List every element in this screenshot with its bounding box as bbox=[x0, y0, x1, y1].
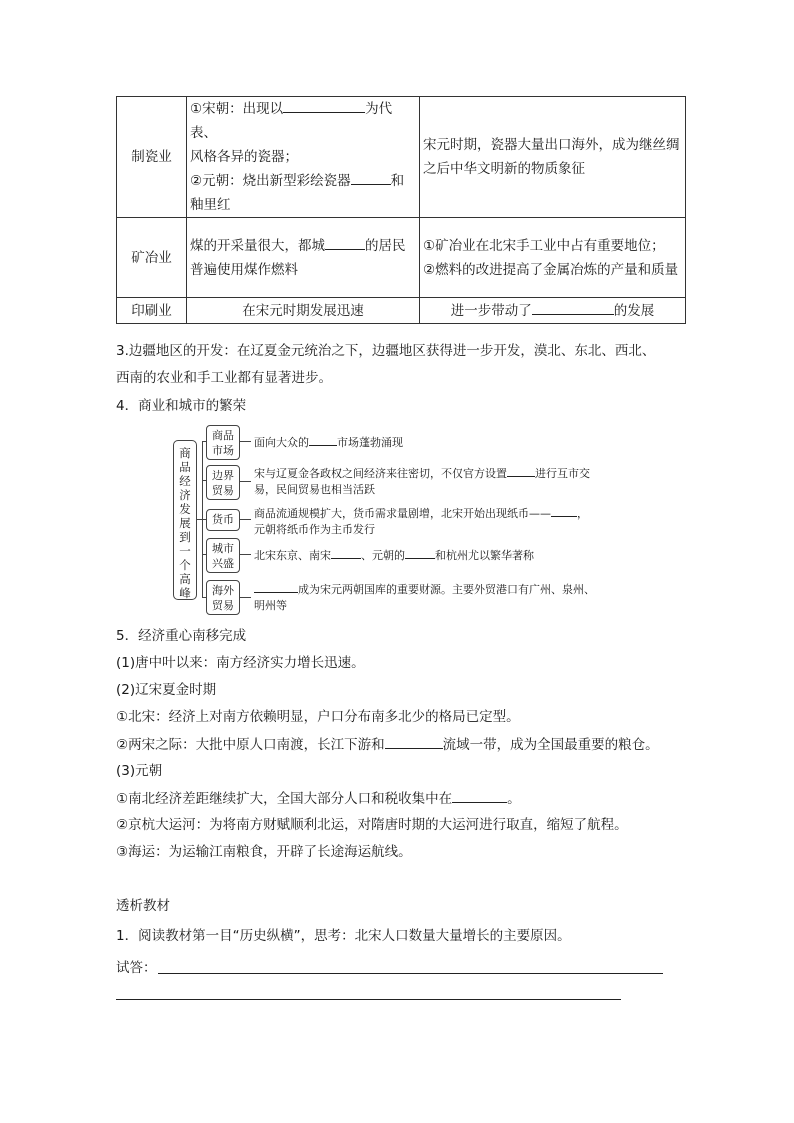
row-impact: ①矿冶业在北宋手工业中占有重要地位； ②燃料的改进提高了金属冶炼的产量和质量 bbox=[420, 218, 686, 298]
diagram-item-text: 北宋东京、南宋 、元朝的 和杭州尤以繁华著称 bbox=[254, 549, 534, 562]
fill-blank[interactable] bbox=[254, 581, 298, 593]
diagram-label-box: 边界 贸易 bbox=[206, 465, 240, 500]
connector-line bbox=[239, 481, 251, 482]
row-content: ①宋朝：出现以 为代表、 风格各异的瓷器； ②元朝：烧出新型彩绘瓷器 和 釉里红 bbox=[187, 97, 420, 218]
connector-line bbox=[239, 597, 251, 598]
diagram-item-text: 成为宋元两朝国库的重要财源。主要外贸港口有广州、泉州、 明州等 bbox=[254, 583, 595, 612]
fill-blank[interactable] bbox=[532, 300, 614, 315]
fill-blank[interactable] bbox=[551, 505, 577, 517]
answer-label: 试答： bbox=[116, 960, 157, 976]
section5-p6: ①南北经济差距继续扩大，全国大部分人口和税收集中在 。 bbox=[116, 788, 521, 809]
section3-line1: 3.边疆地区的开发：在辽夏金元统治之下，边疆地区获得进一步开发，漠北、东北、西北、 bbox=[116, 343, 656, 359]
connector-line bbox=[239, 441, 251, 442]
row-impact: 进一步带动了 的发展 bbox=[420, 298, 686, 324]
section5-p1: (1)唐中叶以来：南方经济实力增长迅速。 bbox=[116, 655, 365, 671]
section3-line2: 西南的农业和手工业都有显著进步。 bbox=[116, 370, 332, 386]
fill-blank[interactable] bbox=[351, 170, 391, 185]
diagram-item-text: 商品流通规模扩大，货币需求量剧增，北宋开始出现纸币—— ， 元朝将纸币作为主币发行 bbox=[254, 507, 588, 536]
diagram-root-box: 商 品 经 济 发 展 到 一 个 高 峰 bbox=[173, 440, 197, 600]
industry-table bbox=[116, 96, 686, 324]
row-category: 制瓷业 bbox=[117, 97, 187, 218]
diagram-label-box: 海外 贸易 bbox=[206, 580, 240, 615]
diagram-label-box: 城市 兴盛 bbox=[206, 538, 240, 573]
table-row bbox=[117, 298, 686, 324]
section5-p3: ①北宋：经济上对南方依赖明显，户口分布南多北少的格局已定型。 bbox=[116, 709, 520, 725]
answer-line[interactable] bbox=[158, 973, 663, 974]
diagram-label-box: 商品 市场 bbox=[206, 425, 240, 460]
fill-blank[interactable] bbox=[452, 788, 507, 803]
row-category: 矿冶业 bbox=[117, 218, 187, 298]
diagram-label-box: 货币 bbox=[206, 509, 240, 531]
row-category: 印刷业 bbox=[117, 298, 187, 324]
section4-heading: 4．商业和城市的繁荣 bbox=[116, 398, 247, 414]
diagram-item-text: 宋与辽夏金各政权之间经济来往密切，不仅官方设置 进行互市交 易，民间贸易也相当活跃 bbox=[254, 467, 590, 496]
section5-p8: ③海运：为运输江南粮食，开辟了长途海运航线。 bbox=[116, 844, 412, 860]
section5-p4: ②两宋之际：大批中原人口南渡，长江下游和 流域一带，成为全国最重要的粮仓。 bbox=[116, 734, 659, 755]
section5-heading: 5．经济重心南移完成 bbox=[116, 628, 247, 644]
analysis-question: 1．阅读教材第一目“历史纵横”，思考：北宋人口数量大量增长的主要原因。 bbox=[116, 928, 571, 944]
connector-line bbox=[239, 519, 251, 520]
section5-p7: ②京杭大运河：为将南方财赋顺利北运，对隋唐时期的大运河进行取直，缩短了航程。 bbox=[116, 817, 628, 833]
row-content: 在宋元时期发展迅速 bbox=[187, 298, 420, 324]
analysis-heading: 透析教材 bbox=[116, 898, 170, 914]
fill-blank[interactable] bbox=[331, 547, 361, 559]
section5-p2: (2)辽宋夏金时期 bbox=[116, 682, 217, 698]
fill-blank[interactable] bbox=[385, 734, 443, 749]
fill-blank[interactable] bbox=[283, 98, 365, 113]
table-row bbox=[117, 97, 686, 218]
connector-line bbox=[239, 554, 251, 555]
fill-blank[interactable] bbox=[405, 547, 435, 559]
diagram-item-text: 面向大众的 市场蓬勃涌现 bbox=[254, 436, 403, 449]
fill-blank[interactable] bbox=[309, 434, 337, 446]
table-row bbox=[117, 218, 686, 298]
section5-p5: (3)元朝 bbox=[116, 763, 163, 779]
row-content: 煤的开采量很大，都城 的居民普遍使用煤作燃料 bbox=[187, 218, 420, 298]
fill-blank[interactable] bbox=[507, 465, 535, 477]
row-impact: 宋元时期，瓷器大量出口海外，成为继丝绸之后中华文明新的物质象征 bbox=[420, 97, 686, 218]
answer-line[interactable] bbox=[116, 999, 621, 1000]
fill-blank[interactable] bbox=[325, 235, 365, 250]
